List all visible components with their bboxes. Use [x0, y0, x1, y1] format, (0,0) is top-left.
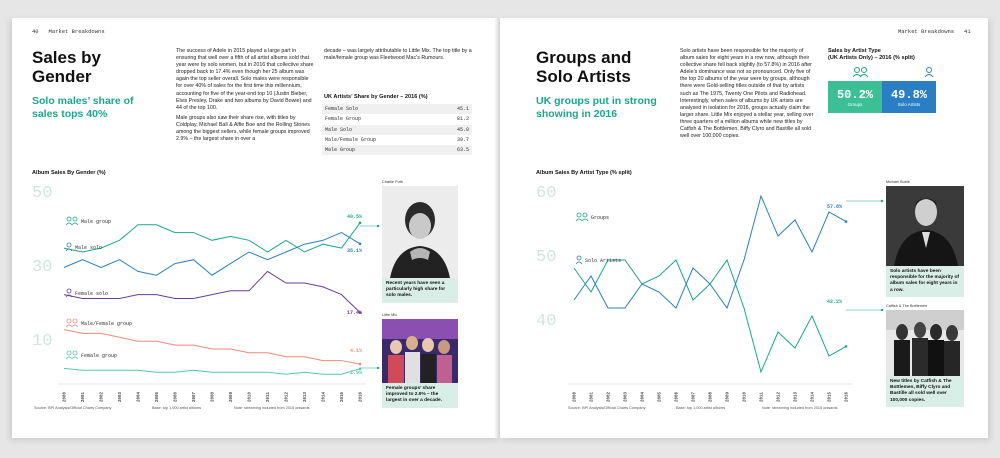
- x-tick-label: 2012: [285, 391, 290, 402]
- group-person-icon: [66, 319, 78, 327]
- person-icon: [576, 256, 582, 264]
- x-tick-label: 2006: [174, 391, 179, 402]
- x-tick-label: 2016: [359, 391, 364, 402]
- series-name-label: [66, 217, 111, 225]
- x-tick-label: 2009: [726, 391, 731, 402]
- body-text-right: Solo artists have been responsible for the majority of album sales for eight years in a row now, although their collective share fell back slightly (to 57.8%) in 2016 after Adele’s dominance was not so pronounced. Only five of the top 20 albums of the year were by groups, although there were Gold-selling titles outside of that by artists such as The 1975, Twenty One Pilots and Radiohead. Interestingly, when sales of albums by UK artists are analysed in isolation for 2016, groups actually claim the larger share. Little Mix enjoyed a stellar year, selling over three quarters of a million albums while new titles by Catfish & The Bottlemen, Biffy Clyro and Bastille all sold well over 100,000 copies.: [680, 48, 814, 140]
- axis-tick-label: 10: [32, 332, 53, 351]
- footnote-note: Note: streaming included from 2015 onwards: [234, 406, 310, 410]
- x-tick-label: 2010: [743, 391, 748, 402]
- artist-photo: [886, 186, 964, 266]
- group-person-icon: [66, 351, 78, 359]
- x-tick-label: 2000: [63, 391, 68, 402]
- axis-tick-label: 40: [536, 312, 557, 331]
- x-tick-label: 2008: [211, 391, 216, 402]
- series-line-female-group: [64, 368, 360, 374]
- photo-callout: Recent years have seen a particularly high share for solo males.: [382, 278, 458, 303]
- footnote-base: Base: top 1,000 artist albums: [676, 406, 726, 410]
- series-end-label: 42.2%: [826, 299, 842, 305]
- chart-title-left: Album Sales By Gender (%): [32, 170, 106, 176]
- callout-dot: [377, 225, 379, 227]
- series-end-label: 40.5%: [346, 214, 362, 220]
- series-name-label: [66, 243, 102, 251]
- x-tick-label: 2005: [658, 391, 663, 402]
- x-tick-label: 2007: [692, 391, 697, 402]
- group-photo-image: [382, 319, 458, 383]
- series-end-label: 17.4%: [346, 310, 362, 316]
- right-page: [500, 18, 988, 438]
- x-tick-label: 2002: [100, 391, 105, 402]
- series-name-text: Male/Female group: [81, 321, 133, 327]
- x-tick-label: 2005: [156, 391, 160, 402]
- artist-photo: [382, 186, 458, 278]
- series-end-label: 2.9%: [349, 370, 362, 376]
- callout-dot: [881, 200, 883, 202]
- footnote-source: Source: BPI Analysis/Official Charts Company: [34, 406, 112, 410]
- series-end-label: 4.1%: [349, 348, 362, 354]
- x-tick-label: 2013: [794, 391, 799, 402]
- x-tick-label: 2004: [137, 391, 142, 402]
- series-end-point: [359, 222, 362, 225]
- page-title-left: Sales by Gender: [32, 48, 101, 86]
- series-end-point: [359, 243, 362, 246]
- series-name-text: Female solo: [75, 291, 109, 297]
- series-line-solo-artists: [574, 196, 846, 308]
- series-name-label: [66, 351, 117, 359]
- x-tick-label: 2004: [641, 391, 646, 402]
- band-photo-image: [886, 310, 964, 376]
- series-name-text: Groups: [591, 215, 610, 221]
- page-title-right: Groups and Solo Artists: [536, 48, 632, 86]
- series-name-text: Male group: [81, 219, 112, 225]
- table-row: Female Solo 45.1: [322, 104, 472, 114]
- x-tick-label: 2003: [624, 391, 629, 402]
- series-line-male-group: [64, 223, 360, 252]
- series-line-female-solo: [64, 271, 360, 312]
- series-line-male-solo: [64, 233, 360, 276]
- artist-photo: [382, 319, 458, 383]
- series-end-point: [845, 220, 848, 223]
- x-tick-label: 2001: [590, 391, 595, 402]
- portrait-image: [382, 186, 458, 278]
- body-text-col1: The success of Adele in 2015 played a large part in ensuring that well over a fifth of all artist albums sold that year were by solo women, but in 2016 that collective share dropped back to 17.4% even though her 25 album was again the top seller overall. Solo males were responsible for over 40% of sales for the first time this millennium, accounting for five of the year-end top 10 (Justin Bieber, Elvis Presley, Drake and two albums by David Bowie) and 44 of the top 100. Male groups also saw their share rise, with titles by Coldplay, Michael Ball & Alfie Boe and the Rolling Stones among the biggest sellers, while female groups improved 2.9% – the largest share in over a: [176, 48, 314, 143]
- footnote-source: Source: BPI Analysis/Official Charts Company: [568, 406, 646, 410]
- x-tick-label: 2010: [248, 391, 253, 402]
- x-tick-label: 2009: [230, 391, 234, 402]
- series-name-text: Female group: [81, 353, 118, 359]
- folio-right: Market Breakdowns 41: [898, 28, 971, 35]
- artist-photo: [886, 310, 964, 376]
- photo-caption: Little Mix: [382, 313, 397, 317]
- series-name-label: [66, 289, 108, 297]
- callout-dot: [881, 309, 883, 311]
- footnote-base: Base: top 1,000 artist albums: [152, 406, 202, 410]
- x-tick-label: 2014: [322, 391, 327, 402]
- x-tick-label: 2012: [777, 391, 782, 402]
- x-tick-label: 2008: [709, 391, 714, 402]
- photo-caption: Catfish & The Bottlemen: [886, 304, 928, 308]
- x-tick-label: 2000: [573, 391, 578, 402]
- x-tick-label: 2015: [828, 391, 833, 402]
- x-tick-label: 2001: [82, 391, 86, 402]
- x-tick-label: 2015: [341, 391, 345, 402]
- groups-split-box: 50.2% Groups: [828, 81, 882, 113]
- chart-title-right: Album Sales By Artist Type (% split): [536, 170, 632, 176]
- x-tick-label: 2013: [304, 391, 308, 402]
- x-tick-label: 2003: [119, 391, 123, 402]
- x-tick-label: 2002: [607, 391, 612, 402]
- photo-caption: Charlie Puth: [382, 180, 403, 184]
- x-tick-label: 2006: [675, 391, 680, 402]
- photo-caption: Michael Bublé: [886, 180, 910, 184]
- series-name-label: [66, 319, 132, 327]
- table-row: Male Group 63.5: [322, 145, 472, 155]
- series-end-point: [359, 363, 362, 366]
- subhead-left: Solo males’ share of sales tops 40%: [32, 95, 134, 120]
- person-icon: [66, 243, 72, 251]
- split-title: Sales by Artist Type (UK Artists Only) – 2016 (% split): [828, 48, 915, 61]
- subhead-right: UK groups put in strong showing in 2016: [536, 95, 657, 120]
- body-text-col2: decade – was largely attributable to Little Mix. The top title by a male/female group was Fleetwood Mac’s Rumours.: [324, 48, 472, 62]
- photo-callout: Solo artists have been responsible for the majority of album sales for eight years in a row.: [886, 266, 964, 297]
- series-name-text: Male solo: [75, 245, 103, 251]
- footnote-note: Note: streaming included from 2015 onwards: [762, 406, 838, 410]
- axis-tick-label: 30: [32, 258, 53, 277]
- x-tick-label: 2011: [267, 391, 271, 402]
- photo-callout: New titles by Catfish & The Bottlemen, Biffy Clyro and Bastille all sold well over 100,000 copies.: [886, 376, 964, 407]
- table-title: UK Artists’ Share by Gender – 2016 (%): [324, 94, 428, 100]
- photo-callout: Female groups’ share improved to 2.9% – the largest in over a decade.: [382, 383, 458, 408]
- x-tick-label: 2014: [811, 391, 816, 402]
- callout-dot: [377, 367, 379, 369]
- table-row: Female Group 81.2: [325, 116, 469, 123]
- portrait-image: [886, 186, 964, 266]
- table-row: Male Solo 45.0: [322, 125, 472, 135]
- folio-left: 40 Market Breakdowns: [32, 28, 105, 35]
- series-name-label: [576, 213, 609, 221]
- axis-tick-label: 50: [536, 248, 557, 267]
- group-person-icon: [66, 217, 78, 225]
- left-page: [12, 18, 500, 438]
- x-tick-label: 2011: [760, 391, 765, 402]
- axis-tick-label: 50: [32, 184, 53, 203]
- series-end-label: 57.8%: [826, 204, 842, 210]
- series-line-groups: [574, 260, 846, 372]
- series-name-text: Solo Artists: [585, 258, 622, 264]
- table-row: Male/Female Group 39.7: [325, 137, 469, 144]
- axis-tick-label: 60: [536, 184, 557, 203]
- group-person-icon: [576, 213, 588, 221]
- x-tick-label: 2016: [845, 391, 850, 402]
- series-name-label: [576, 256, 621, 264]
- series-end-label: 35.1%: [346, 248, 362, 254]
- x-tick-label: 2007: [193, 391, 197, 402]
- series-end-point: [845, 345, 848, 348]
- solo-split-box: 49.8% Solo Artists: [882, 81, 936, 113]
